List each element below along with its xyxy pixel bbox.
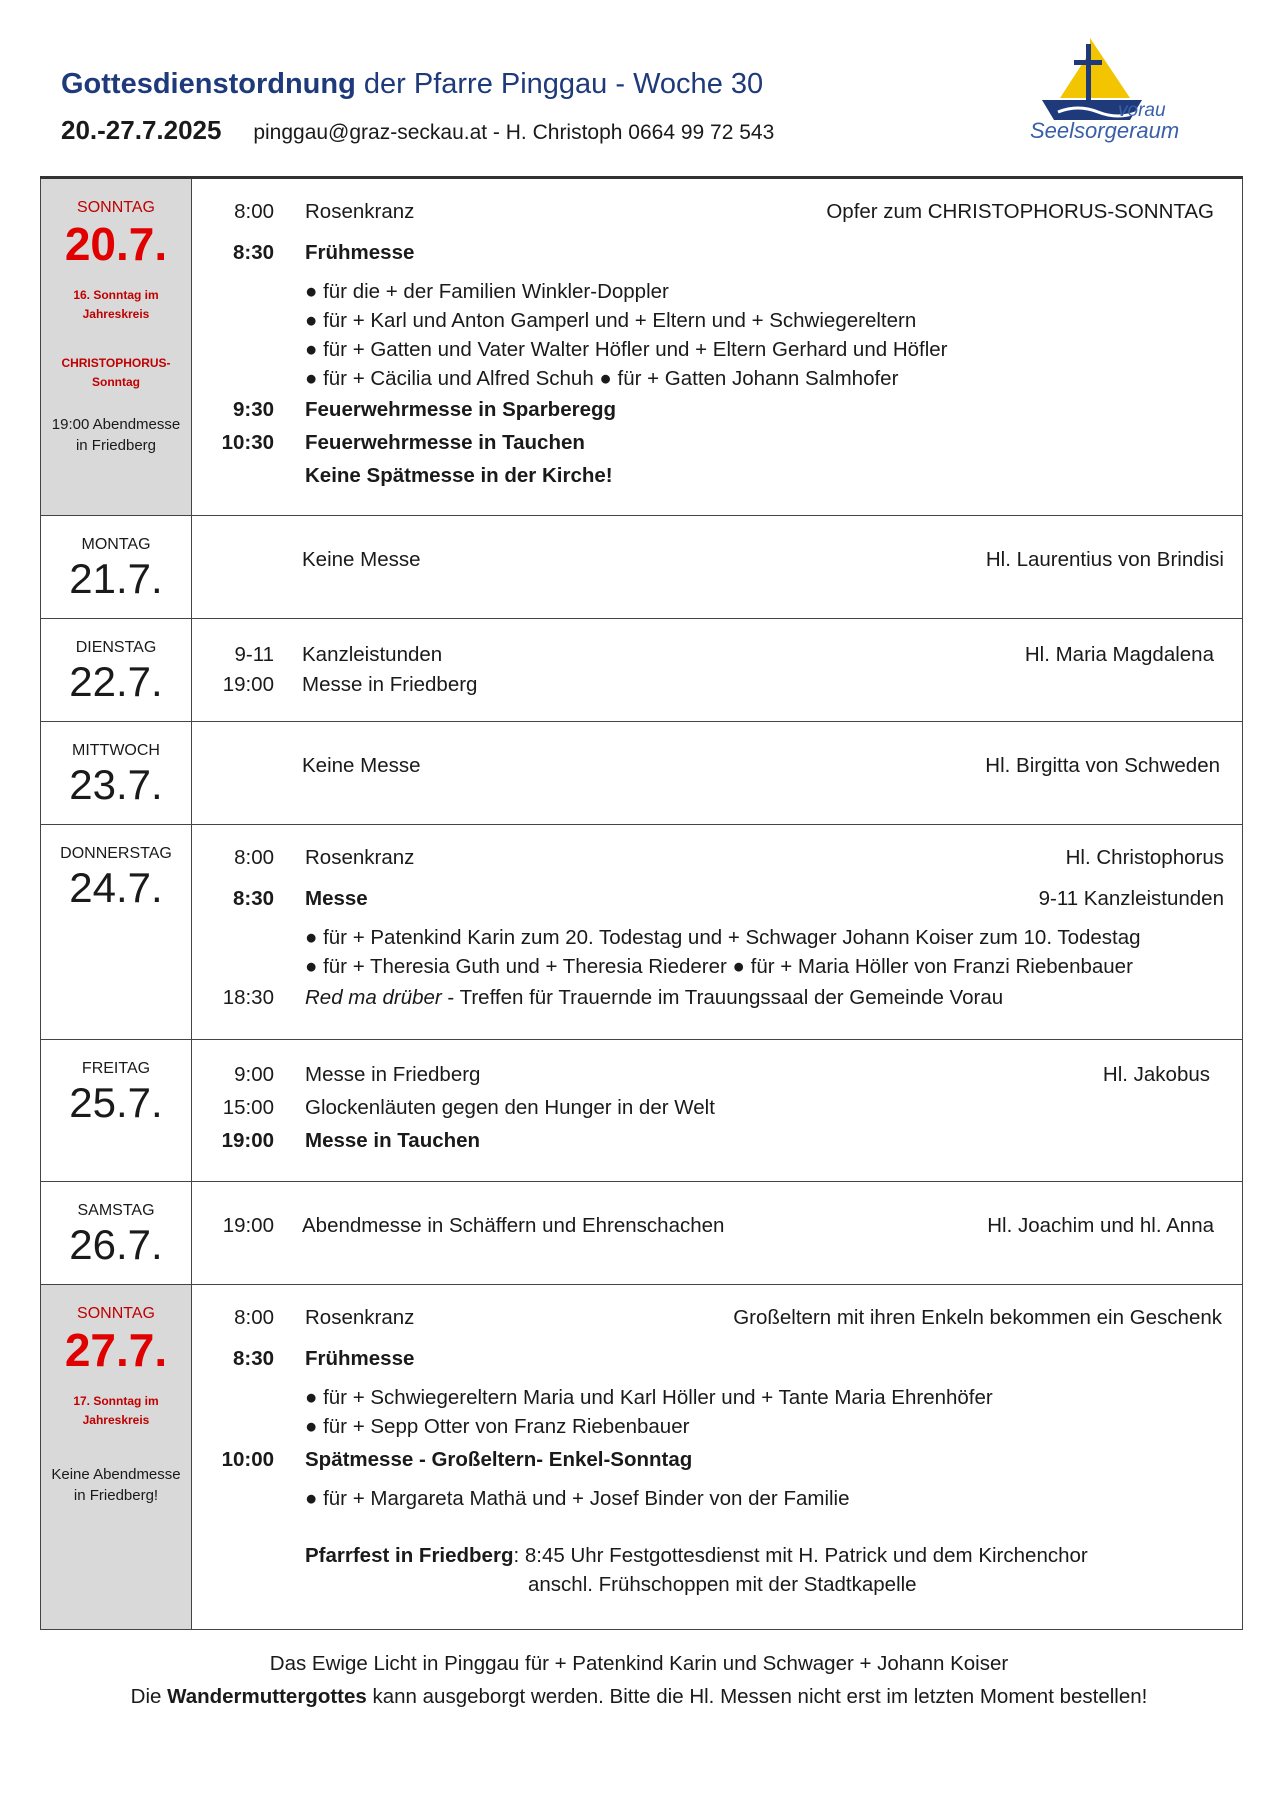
logo-text-vorau: vorau: [1118, 100, 1166, 121]
event-row: 8:30 Messe 9-11 Kanzleistunden: [232, 887, 1224, 910]
day-cell: [41, 1040, 192, 1182]
day-note: 16. Sonntag im Jahreskreis: [73, 287, 159, 321]
events-cell: [192, 178, 1243, 516]
logo-text-seelsorgeraum: Seelsorgeraum: [1030, 118, 1180, 143]
day-cell: [41, 178, 192, 516]
events-cell: [192, 619, 1243, 722]
event-row: 9:00 Messe in Friedberg Hl. Jakobus: [234, 1063, 1210, 1086]
event-row: 8:00 Rosenkranz Opfer zum CHRISTOPHORUS-SONNTAG: [234, 200, 1214, 223]
event-row: 10:00 Spätmesse - Großeltern- Enkel-Sonntag: [221, 1448, 693, 1471]
event-row: 8:30 Frühmesse: [232, 1347, 415, 1370]
event-row: 9:30 Feuerwehrmesse in Sparberegg: [232, 398, 617, 421]
events-cell: [192, 1285, 1243, 1630]
event-row: Keine Messe Hl. Laurentius von Brindisi: [302, 548, 1224, 571]
day-name: MONTAG: [81, 536, 151, 553]
day-cell: [41, 1285, 192, 1630]
day-row-thursday: [41, 825, 1243, 1040]
day-cell: [41, 825, 192, 1040]
footer-line-2: Die Wandermuttergottes kann ausgeborgt werden. Bitte die Hl. Messen nicht erst im letzten Moment bestellen!: [130, 1685, 1148, 1708]
event-row: 10:30 Feuerwehrmesse in Tauchen: [221, 431, 585, 454]
day-date: 26.7.: [69, 1221, 163, 1268]
day-name: SONNTAG: [77, 1305, 155, 1322]
page-title: Gottesdienstordnung der Pfarre Pinggau - Woche 30: [61, 68, 764, 100]
intention-item: ● für die + der Familien Winkler-Doppler: [305, 280, 669, 303]
day-name: DIENSTAG: [75, 639, 157, 656]
events-cell: [192, 1040, 1243, 1182]
event-row: 8:00 Rosenkranz Hl. Christophorus: [234, 846, 1224, 869]
day-row-monday: [41, 516, 1243, 619]
day-note: CHRISTOPHORUS-Sonntag: [61, 355, 171, 389]
schedule-table: [40, 176, 1243, 1630]
intention-item: ● für + Karl und Anton Gamperl und + Eltern und + Schwiegereltern: [305, 309, 917, 332]
contact-info: pinggau@graz-seckau.at - H. Christoph 0664 99 72 543: [253, 121, 775, 144]
day-note: Keine Abendmesse in Friedberg!: [51, 1465, 181, 1504]
events-cell: [192, 722, 1243, 825]
day-name: SAMSTAG: [77, 1202, 155, 1219]
day-date: 20.7.: [64, 218, 168, 270]
event-row: 8:30 Frühmesse: [232, 241, 415, 264]
day-date: 27.7.: [64, 1324, 168, 1376]
day-date: 23.7.: [69, 761, 163, 808]
events-cell: [192, 825, 1243, 1040]
event-row: 15:00 Glockenläuten gegen den Hunger in der Welt: [222, 1096, 715, 1119]
day-row-tuesday: [41, 619, 1243, 722]
intention-item: ● für + Margareta Mathä und + Josef Binder von der Familie: [305, 1487, 850, 1510]
day-name: FREITAG: [81, 1060, 151, 1077]
day-row-wednesday: [41, 722, 1243, 825]
page-header: [61, 68, 774, 146]
event-row: Keine Spätmesse in der Kirche!: [305, 464, 613, 487]
day-cell: [41, 1182, 192, 1285]
day-row-sunday-27: [41, 1285, 1243, 1630]
events-cell: [192, 1182, 1243, 1285]
day-row-sunday-20: [41, 178, 1243, 516]
event-row: 18:30 Red ma drüber - Treffen für Trauernde im Trauungssaal der Gemeinde Vorau: [222, 986, 1004, 1009]
day-date: 22.7.: [69, 658, 163, 705]
day-note: 17. Sonntag im Jahreskreis: [73, 1393, 159, 1427]
intention-item: ● für + Schwiegereltern Maria und Karl Höller und + Tante Maria Ehrenhöfer: [305, 1386, 993, 1409]
date-range: 20.-27.7.2025: [61, 115, 222, 145]
day-name: SONNTAG: [77, 199, 155, 216]
events-cell: [192, 516, 1243, 619]
day-date: 21.7.: [69, 555, 163, 602]
event-row: Keine Messe Hl. Birgitta von Schweden: [302, 754, 1220, 777]
event-row: 19:00 Abendmesse in Schäffern und Ehrenschachen Hl. Joachim und hl. Anna: [222, 1214, 1214, 1237]
footer-line-1: Das Ewige Licht in Pinggau für + Patenkind Karin und Schwager + Johann Koiser: [269, 1652, 1009, 1675]
event-row: 19:00 Messe in Tauchen: [221, 1129, 481, 1152]
day-row-friday: [41, 1040, 1243, 1182]
day-note: 19:00 Abendmesse in Friedberg: [51, 415, 181, 454]
day-name: MITTWOCH: [72, 742, 160, 759]
parish-fest-line: Pfarrfest in Friedberg: 8:45 Uhr Festgottesdienst mit H. Patrick und dem Kirchenchor: [305, 1544, 1088, 1567]
intention-item: ● für + Cäcilia und Alfred Schuh ● für + Gatten Johann Salmhofer: [305, 367, 899, 390]
intention-item: ● für + Sepp Otter von Franz Riebenbauer: [305, 1415, 690, 1438]
day-name: DONNERSTAG: [60, 845, 172, 862]
intention-item: ● für + Gatten und Vater Walter Höfler und + Eltern Gerhard und Höfler: [305, 338, 948, 361]
intention-item: ● für + Patenkind Karin zum 20. Todestag und + Schwager Johann Koiser zum 10. Todestag: [305, 926, 1141, 949]
header-subline: [61, 115, 774, 146]
day-cell: [41, 722, 192, 825]
day-cell: [41, 619, 192, 722]
day-date: 25.7.: [69, 1079, 163, 1126]
event-row: 19:00 Messe in Friedberg: [222, 673, 478, 696]
day-date: 24.7.: [69, 864, 163, 911]
intention-item: ● für + Theresia Guth und + Theresia Riederer ● für + Maria Höller von Franzi Riebenbauer: [305, 955, 1133, 978]
day-cell: [41, 516, 192, 619]
parish-fest-line2: anschl. Frühschoppen mit der Stadtkapelle: [528, 1573, 917, 1596]
event-row: 9-11 Kanzleistunden Hl. Maria Magdalena: [234, 643, 1214, 666]
day-row-saturday: [41, 1182, 1243, 1285]
event-row: 8:00 Rosenkranz Großeltern mit ihren Enkeln bekommen ein Geschenk: [234, 1306, 1222, 1329]
